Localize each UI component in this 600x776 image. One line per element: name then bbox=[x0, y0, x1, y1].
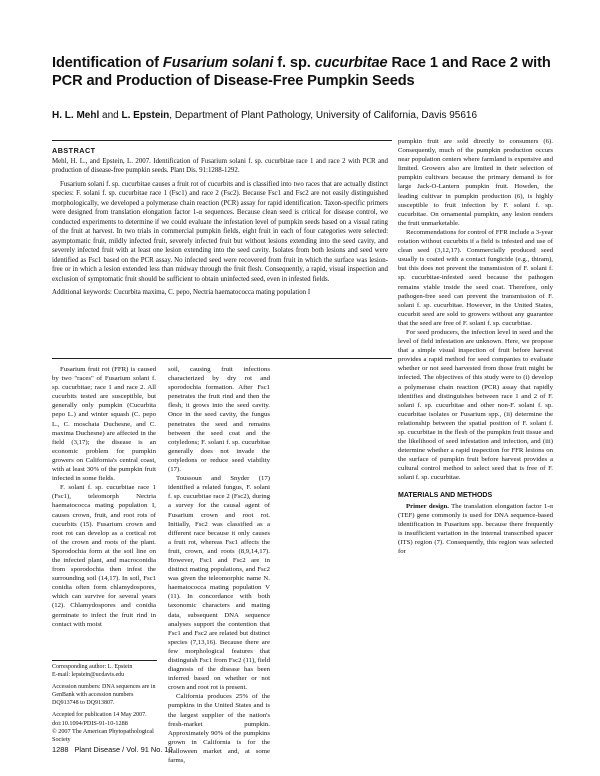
intro-paragraph-2: F. solani f. sp. cucurbitae race 1 (Fsc1), teleomorph Nectria haematococca mating population I, causes crown, fruit, and root rots of cucurbits (15). Fusarium crown and root rot can develop as a cortical rot of the crown and roots of the plant. Sporodochia form at the soil line on the infected plant, and macroconidia from sporodochia then infest the surrounding soil (14,17). In soil, Fsc1 conidia often form chlamydospores, which can survive for several years (12). Chlamydospores and conidia germinate to infect the fruit rind in contact with moist bbox=[52, 484, 156, 628]
journal-issue: Plant Disease / Vol. 91 No. 10 bbox=[74, 745, 173, 754]
author-1: H. L. Mehl bbox=[52, 110, 100, 121]
column-3 bbox=[398, 137, 553, 556]
notes-rule bbox=[52, 660, 157, 661]
author-notes bbox=[52, 663, 157, 719]
page-footer bbox=[52, 745, 173, 754]
doi-block bbox=[52, 720, 172, 745]
author-email: E-mail: lepstein@ucdavis.edu bbox=[52, 672, 125, 678]
abstract-body: Fusarium solani f. sp. cucurbitae causes a fruit rot of cucurbits and is classified into two races that are actually distinct species: F. solani f. sp. cucurbitae race 1 (Fsc1) and race 2 (Fsc2). Because Fsc1 and Fsc2 are not easily distinguished morphologically, we developed a polymerase chain reaction (PCR) assay for rapid identification. Taxon-specific primers were designed from translation elongation factor 1-α sequences. Because clean seed is critical for disease control, we conducted experiments to determine if we could evaluate the infestation level of pumpkin seeds based on a visual rating of the fruit at harvest. In two trials in commercial pumpkin fields, eight fruit in each of four categories were selected: asymptomatic fruit, mildly infected fruit, severely infected fruit but without lesions extending into the seed cavity, and severely infected fruit with at least one lesion extending into the seed cavity. Isolates from both lesions and seed were identified as Fsc1 based on the PCR assay. No infected seed were recovered from fruit in which the surface was lesion-free or in which a lesion extended less than midway through the fruit flesh. Consequently, a rapid, visual inspection and exclusion of symptomatic fruit should be sufficient to obtain uninfected seed, even in infested fields. bbox=[52, 180, 388, 283]
column-2 bbox=[168, 365, 270, 765]
abstract-block bbox=[52, 146, 388, 302]
accession-numbers: Accession numbers: DNA sequences are in GenBank with accession numbers DQ913748 to DQ913807. bbox=[52, 684, 156, 706]
primer-design-text: The translation elongation factor 1-α (TEF) gene commonly is used for DNA sequence-based identification in Fusarium spp. because there frequently is insufficient variation in the internal transcribed spacer (ITS) region (7). Consequently, this region was selected for bbox=[398, 502, 553, 556]
page-number: 1288 bbox=[52, 745, 69, 754]
accepted-date: Accepted for publication 14 May 2007. bbox=[52, 712, 147, 718]
doi: doi:10.1094/PDIS-91-10-1288 bbox=[52, 720, 128, 727]
abstract-top-rule bbox=[52, 140, 392, 141]
author-and: and bbox=[99, 110, 122, 121]
abstract-citation: Mehl, H. L., and Epstein, L. 2007. Identification of Fusarium solani f. sp. cucurbitae race 1 and race 2 with PCR and production of disease-free pumpkin seeds. Plant Dis. 91:1288-1292. bbox=[52, 157, 388, 174]
article-title bbox=[52, 54, 562, 90]
title-text-1: Identification of bbox=[52, 55, 163, 71]
title-forma: cucurbitae bbox=[314, 55, 388, 71]
col3-paragraph-2: Recommendations for control of FFR include a 3-year rotation without cucurbits if a field is infested and use of clean seed (3,12,17). Commercially produced seed usually is coated with a contact fungicide (e.g., thiram), but this does not prevent the transmission of F. solani f. sp. cucurbitae-infested seed because the pathogen remains viable inside the seed coat. Therefore, only pathogen-free seed can prevent the transmission of F. solani f. sp. cucurbitae. However, in the United States, cucurbit seed are sold to growers without any guarantee that the seed are free of F. solani f. sp. cucurbitae. bbox=[398, 228, 553, 327]
col3-paragraph-3: For seed producers, the infection level in seed and the level of field infestation are unknown. Here, we propose that a simple visual inspection of fruit before harvest provides a rapid method for seed companies to evaluate whether or not seed harvested from those fruit might be infected. The objectives of this study were to (i) develop a polymerase chain reaction (PCR) assay that rapidly identifies and distinguishes between race 1 and 2 of F. solani f. sp. cucurbitae and other non-F. solani f. sp. cucurbitae isolates or Fusarium spp., (ii) determine the relationship between the spatial position of F. solani f. sp. cucurbitae in the flesh of the pumpkin fruit tissue and the likelihood of seed infestation and infection, and (iii) determine whether a rapid inspection for FFR lesions on the surface of pumpkin fruit before harvest provides a cultural control method to select seed that is free of F. solani f. sp. cucurbitae. bbox=[398, 328, 553, 482]
additional-keywords: Additional keywords: Cucurbita maxima, C. pepo, Nectria haematococca mating population I bbox=[52, 289, 311, 296]
col2-paragraph-1: soil, causing fruit infections characterized by dry rot and sporodochia formation. After Fsc1 penetrates the fruit rind and then the flesh, it grows into the seed cavity. Once in the seed cavity, the fungus penetrates the seed and remains between the seed coat and the cotyledons; F. solani f. sp. cucurbitae generally does not invade the cotyledons or reduce seed viability (17). bbox=[168, 366, 270, 474]
col2-paragraph-3: California produces 25% of the pumpkins in the United States and is the largest supplier of the nation's fresh-market pumpkin. Approximately 90% of the pumpkins grown in California is for the Halloween market and, at some farms, bbox=[168, 693, 270, 765]
title-species: Fusarium solani bbox=[162, 55, 274, 71]
section-heading-methods: MATERIALS AND METHODS bbox=[398, 491, 493, 499]
abstract-heading: ABSTRACT bbox=[52, 146, 96, 155]
copyright: © 2007 The American Phytopathological Society bbox=[52, 728, 154, 744]
author-2: L. Epstein bbox=[121, 110, 170, 121]
affiliation: , Department of Plant Pathology, University of California, Davis 95616 bbox=[169, 110, 478, 121]
author-line bbox=[52, 110, 572, 121]
col3-paragraph-1: pumpkin fruit are sold directly to consumers (6). Consequently, much of the pumpkin production occurs near population centers where farmland is expensive and limited. Growers also are limited in their selection of pumpkin cultivars because the primary demand is for large Jack-O-Lantern pumpkin fruit. Howden, the leading cultivar in pumpkin production (6), is highly susceptible to fruit infection by F. solani f. sp. cucurbitae. On ornamental pumpkin, any lesion renders the fruit unmarketable. bbox=[398, 138, 553, 227]
col2-paragraph-2: Toussoun and Snyder (17) identified a related fungus, F. solani f. sp. cucurbitae race 2 (Fsc2), during a survey for the causal agent of Fusarium crown and root rot. Initially, Fsc2 was classified as a different race because it only causes a fruit rot, whereas Fsc1 affects the fruit, crown, and roots (8,9,14,17). However, Fsc1 and Fsc2 are in distinct mating populations, and Fsc2 was given the teleomorphic name N. haematococca mating population V (11). In concordance with both taxonomic characters and mating data, subsequent DNA sequence analyses support the contention that Fsc1 and Fsc2 are related but distinct species (7,13,16). Because there are few morphological features that distinguish Fsc1 from Fsc2 (11), field diagnosis of the disease has been inferred based on whether or not crown and root rot is present. bbox=[168, 475, 270, 692]
intro-paragraph-1: Fusarium fruit rot (FFR) is caused by two "races" of Fusarium solani f. sp. cucurbitae; race 1 and race 2. All cucurbits tested are susceptible, but generally only pumpkin (Cucurbita pepo L.) and winter squash (C. pepo L., C. moschata Duchesne, and C. maxima Duchesne) are affected in the field (3,17); the disease is an economic problem for pumpkin growers on California's central coast, with at least 30% of the pumpkin fruit infected in some fields. bbox=[52, 366, 156, 483]
title-text-2: f. sp. bbox=[273, 55, 315, 71]
primer-design-heading: Primer design. bbox=[406, 502, 449, 510]
title-text-3: Race 1 and Race 2 with PCR and Production of Disease-Free Pumpkin Seeds bbox=[52, 55, 551, 89]
abstract-bottom-rule bbox=[52, 358, 392, 359]
column-1 bbox=[52, 365, 156, 629]
corresponding-author: Corresponding author: L. Epstein bbox=[52, 664, 133, 670]
